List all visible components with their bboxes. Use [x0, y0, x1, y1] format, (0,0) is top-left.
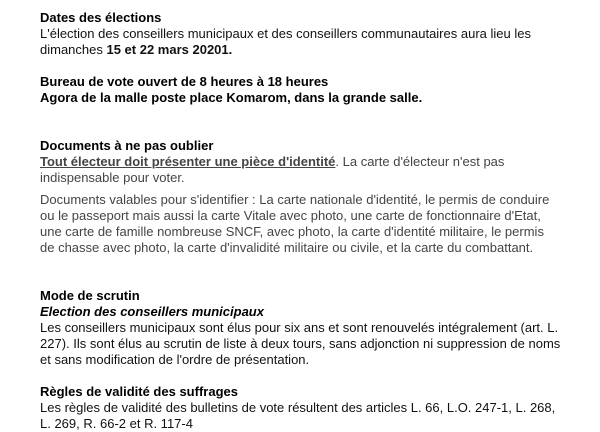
scrutin-subheading: Election des conseillers municipaux — [40, 304, 264, 319]
documents-line-2: indispensable pour voter. — [40, 170, 185, 185]
section-scrutin — [40, 288, 580, 368]
scrutin-line-1: Les conseillers municipaux sont élus pour six ans et sont renouvelés intégralement (art. L. — [40, 320, 559, 335]
dates-heading: Dates des élections — [40, 10, 162, 25]
identity-requirement: Tout électeur doit présenter une pièce d'identité — [40, 154, 336, 169]
scrutin-heading: Mode de scrutin — [40, 288, 140, 303]
documents-line-1 — [40, 154, 580, 170]
section-bureau — [40, 74, 580, 106]
dates-line-2-bold: 15 et 22 mars 20201. — [106, 42, 233, 57]
validite-heading: Règles de validité des suffrages — [40, 384, 238, 399]
document-page — [40, 10, 580, 432]
dates-line-1: L'élection des conseillers municipaux et des conseillers communautaires aura lieu les — [40, 26, 531, 41]
validite-line-2: L. 269, R. 66-2 et R. 117-4 — [40, 416, 193, 431]
scrutin-line-2: 227). Ils sont élus au scrutin de liste à deux tours, sans adjonction ni suppression de noms — [40, 336, 561, 351]
section-documents — [40, 138, 580, 256]
valid-documents-line-3: une carte de famille nombreuse SNCF, avec photo, la carte d'identité militaire, le permis — [40, 224, 544, 239]
section-dates — [40, 10, 580, 58]
scrutin-line-3: et sans modification de l'ordre de présentation. — [40, 352, 310, 367]
valid-documents-line-2: ou le passeport mais aussi la carte Vitale avec photo, une carte de fonctionnaire d'Etat, — [40, 208, 541, 223]
documents-line-1-rest: . La carte d'électeur n'est pas — [335, 154, 505, 169]
validite-line-1: Les règles de validité des bulletins de vote résultent des articles L. 66, L.O. 247-1, L. 268, — [40, 400, 556, 415]
documents-heading: Documents à ne pas oublier — [40, 138, 214, 153]
dates-line-2 — [40, 42, 580, 58]
valid-documents-line-4: de chasse avec photo, la carte d'invalidité militaire ou civile, et la carte du combattant. — [40, 240, 534, 255]
bureau-line-1: Bureau de vote ouvert de 8 heures à 18 heures — [40, 74, 329, 89]
section-validite — [40, 384, 580, 432]
dates-line-2-prefix: dimanches — [40, 42, 107, 57]
bureau-line-2: Agora de la malle poste place Komarom, dans la grande salle. — [40, 90, 423, 105]
valid-documents-line-1: Documents valables pour s'identifier : La carte nationale d'identité, le permis de conduire — [40, 192, 550, 207]
